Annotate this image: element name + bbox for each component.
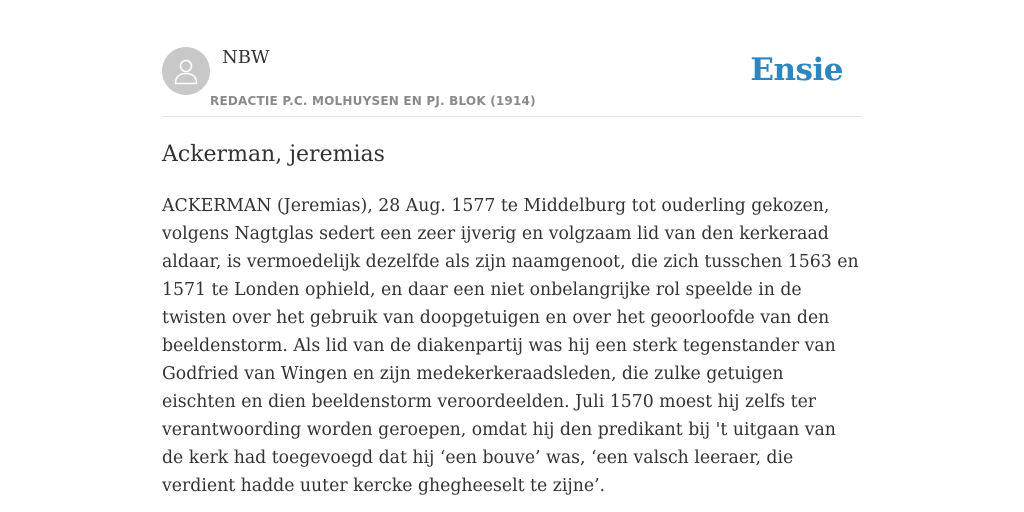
- source-name[interactable]: NBW: [222, 47, 270, 68]
- avatar[interactable]: [162, 47, 210, 95]
- source-meta: REDACTIE P.C. MOLHUYSEN EN PJ. BLOK (1914): [210, 94, 536, 108]
- article-body: ACKERMAN (Jeremias), 28 Aug. 1577 te Middelburg tot ouderling gekozen, volgens Nagtglas sedert een zeer ijverig en volgzaam lid van den kerkeraad aldaar, is vermoedelijk dezelfde als zijn naamgenoot, die zich tusschen 1563 en 1571 te Londen ophield, en daar een niet onbelangrijke rol speelde in de twisten over het gebruik van doopgetuigen en over het geoorloofde van den beeldenstorm. Als lid van de diakenpartij was hij een sterk tegenstander van Godfried van Wingen en zijn medekerkeraadsleden, die zulke getuigen eischten en dien beeldenstorm veroordeelden. Juli 1570 moest hij zelfs ter verantwoording worden geroepen, omdat hij den predikant bij 't uitgaan van de kerk had toegevoegd dat hij ‘een bouve’ was, ‘een valsch leeraer, die verdient hadde uuter kercke ghegheeselt te zijne’.: [162, 196, 859, 496]
- source-header: [162, 46, 862, 117]
- brand-logo[interactable]: Ensie: [750, 52, 843, 88]
- article-title: Ackerman, jeremias: [162, 142, 385, 167]
- user-icon: [173, 57, 199, 85]
